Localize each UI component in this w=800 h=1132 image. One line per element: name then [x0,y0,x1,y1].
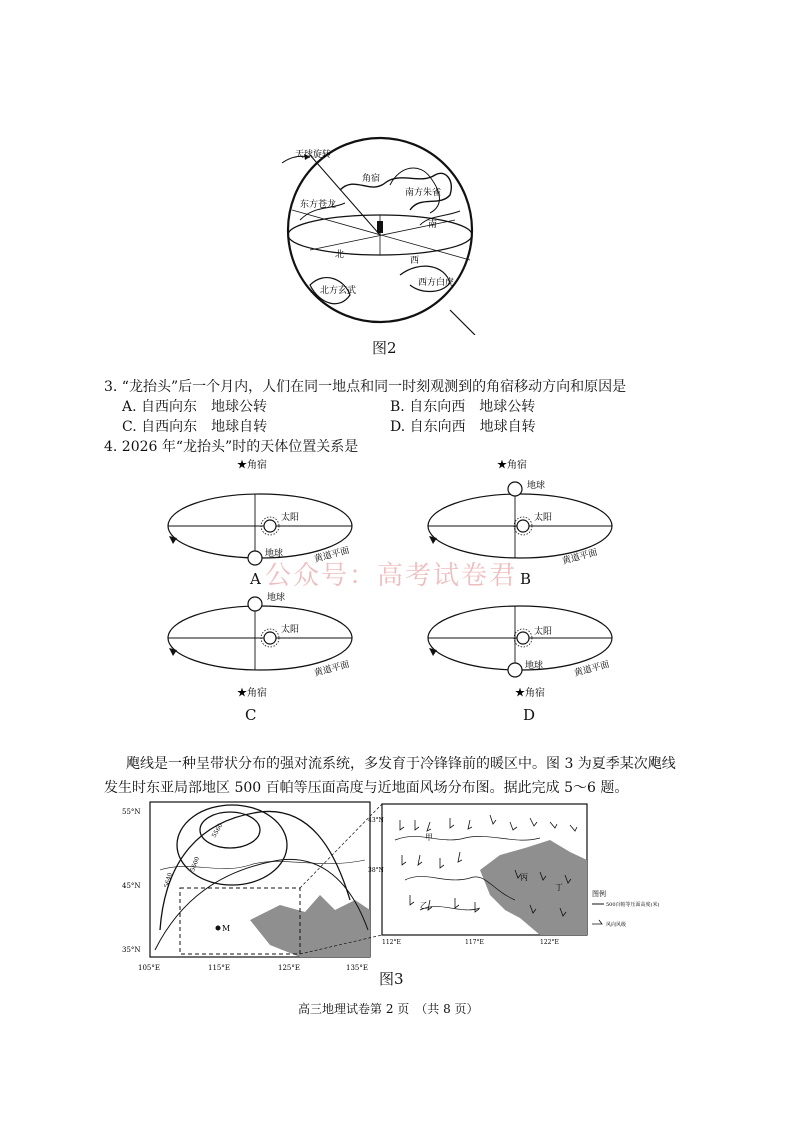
left-lon-125: 125°E [278,964,300,972]
legend-contour-text: 500百帕等压面高度(米) [606,902,660,908]
right-lon-112: 112°E [382,939,401,946]
passage-line-2: 发生时东亚局部地区 500 百帕等压面高度与近地面风场分布图。据此完成 5～6 题。 [104,780,629,796]
left-lon-115: 115°E [208,964,230,972]
observer-figure [377,221,383,233]
q4-option-a-letter: A [250,570,261,588]
contour-label-5560: 5560 [210,822,225,839]
point-m-label: M [222,924,231,933]
label-rotation: 天球旋转 [295,150,332,160]
star-label-c: ★角宿 [237,688,267,699]
region-jia: 甲 [425,833,433,842]
figure-2-celestial-sphere [270,135,500,335]
contour-label-5600: 5600 [189,855,202,873]
legend-wind-swatch [592,920,602,924]
star-label-b: ★角宿 [497,460,527,471]
label-south: 南 [428,220,438,230]
sun-label-d: 太阳 [534,627,553,637]
figure-3-caption: 图3 [379,970,404,988]
sun-d [517,632,529,644]
label-west: 西 [410,256,420,266]
sun-c [264,632,276,644]
q3-option-d: D. 自东向西 地球自转 [390,419,536,435]
label-jiaoxiu: 角宿 [362,174,381,184]
label-east-dragon: 东方苍龙 [300,200,337,210]
earth-label-c: 地球 [267,593,286,603]
left-lat-55: 55°N [122,808,141,816]
orbit-arrow-c [169,648,177,656]
plane-label-b: 黄道平面 [561,547,599,567]
label-south-bird: 南方朱雀 [405,188,442,198]
earth-a [248,551,262,565]
earth-label-d: 地球 [525,661,544,671]
label-north-tortoise: 北方玄武 [320,286,357,296]
q4-option-b-letter: B [520,570,532,588]
figure-3-svg [120,800,680,982]
figure-3-maps [120,800,680,982]
orbit-arrow-b [429,536,437,544]
earth-b [508,482,522,496]
left-lon-135: 135°E [346,964,368,972]
right-lat-38: 38°N [368,867,384,874]
sun-a [264,520,276,532]
left-lat-45: 45°N [122,882,141,890]
q3-option-a: A. 自西向东 地球公转 [122,399,268,415]
region-yi: 乙 [420,901,428,910]
right-lat-43: 43°N [368,817,384,824]
earth-d [508,663,522,677]
label-north: 北 [335,250,345,260]
region-bing: 丙 [520,873,528,882]
question-4-stem: 4. 2026 年“龙抬头”时的天体位置关系是 [104,439,359,455]
orbit-diagram-d [415,588,625,703]
orbit-diagram-c [155,588,365,703]
sun-b [517,520,529,532]
orbit-arrow-a [169,536,177,544]
plane-label-c: 黄道平面 [313,659,351,679]
label-west-tiger: 西方白虎 [418,278,455,288]
point-m [216,926,221,931]
sun-label-a: 太阳 [281,513,300,523]
figure-2-caption: 图2 [372,339,397,357]
axis-extension [450,310,475,335]
region-ding: 丁 [555,883,563,892]
left-lat-35: 35°N [122,946,141,954]
legend-wind-text: 风向风级 [606,922,627,928]
sun-label-b: 太阳 [534,513,553,523]
q3-option-b: B. 自东向西 地球公转 [390,399,536,415]
plane-label-d: 黄道平面 [573,659,611,679]
orbit-arrow-d [429,648,437,656]
q4-diagram-c [155,588,365,703]
q4-option-d-letter: D [523,706,536,724]
earth-label-a: 地球 [265,549,284,559]
q3-option-c: C. 自西向东 地球自转 [122,419,268,435]
earth-c [248,597,262,611]
page-footer: 高三地理试卷第 2 页 （共 8 页） [298,1002,479,1016]
question-3-stem: 3. “龙抬头”后一个月内，人们在同一地点和同一时刻观测到的角宿移动方向和原因是 [104,379,627,395]
right-lon-117: 117°E [465,939,484,946]
watermark-text: 公众号：高考试卷君 [265,561,518,591]
q4-option-c-letter: C [245,706,257,724]
celestial-sphere-svg [270,135,500,335]
q4-diagram-d [415,588,625,703]
sun-label-c: 太阳 [281,625,300,635]
contour-label-5640: 5640 [163,871,174,889]
plane-label-a: 黄道平面 [313,545,351,565]
star-label-a: ★角宿 [237,460,267,471]
earth-label-b: 地球 [527,481,546,491]
legend-title: 图例 [592,890,606,898]
left-lon-105: 105°E [138,964,160,972]
rotation-pointer [310,155,380,235]
right-lon-122: 122°E [540,939,559,946]
star-label-d: ★角宿 [515,688,545,699]
passage-line-1: 飑线是一种呈带状分布的强对流系统，多发育于冷锋锋前的暖区中。图 3 为夏季某次飑线 [126,756,676,772]
